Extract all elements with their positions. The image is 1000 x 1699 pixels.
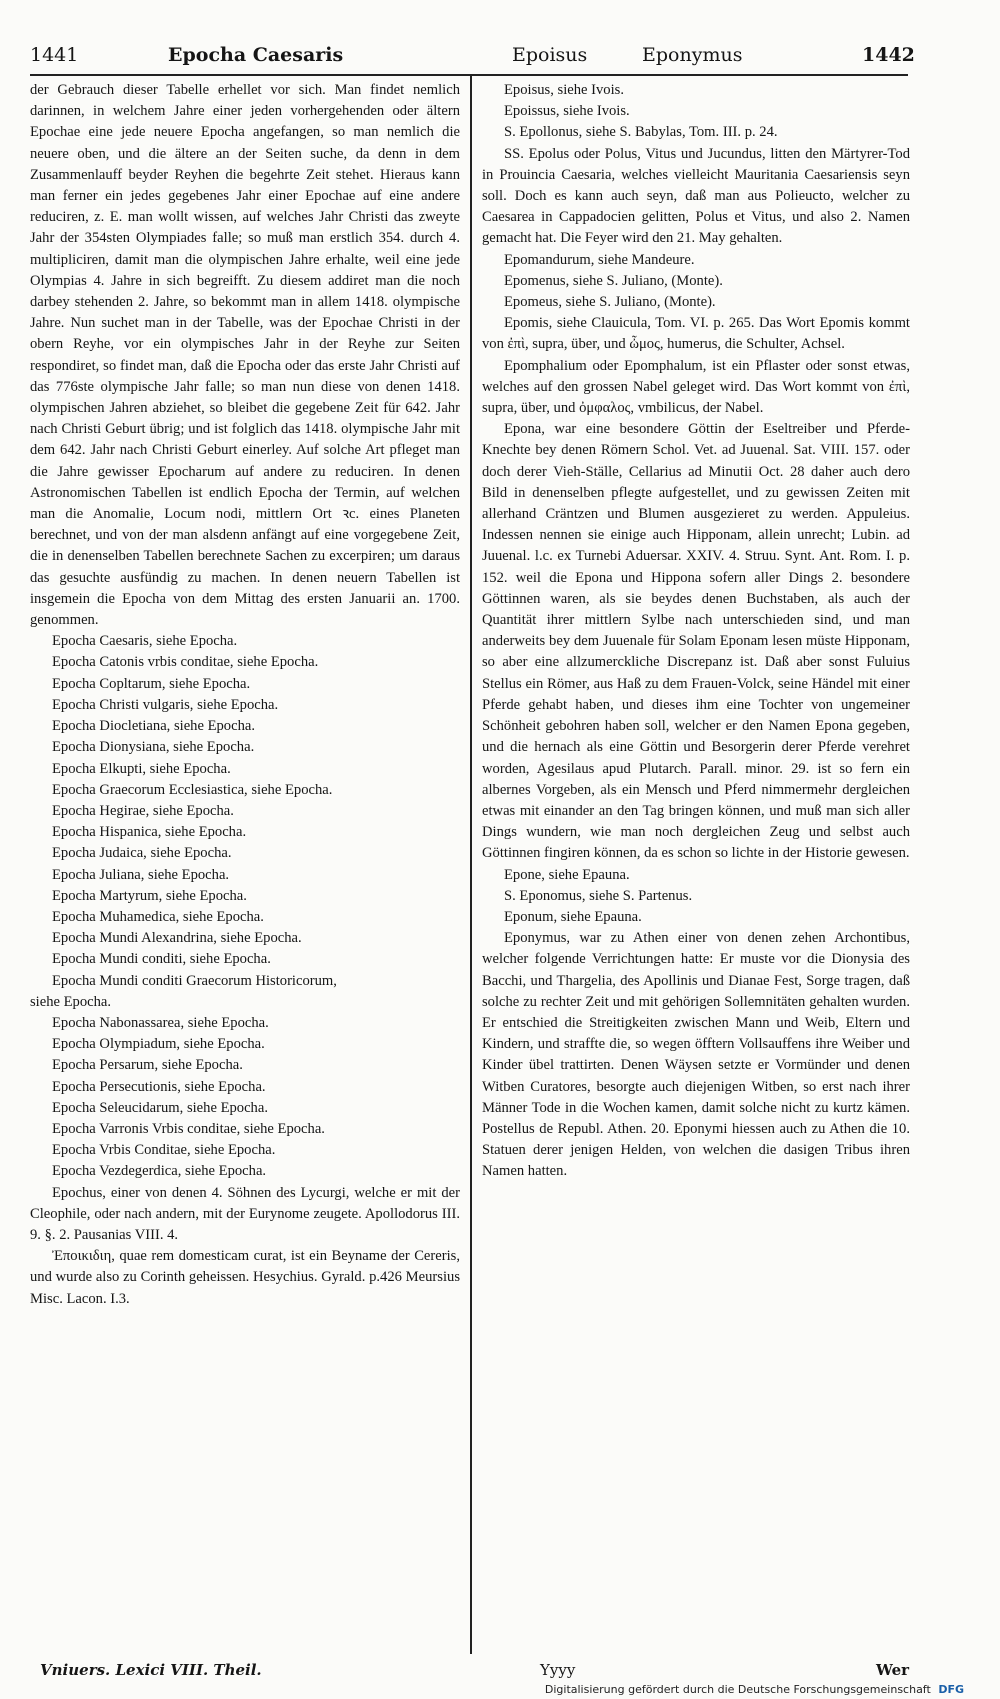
cross-reference-entry: Epocha Catonis vrbis conditae, siehe Epocha. [52,654,319,671]
cross-reference-entry: Epocha Hegirae, siehe Epocha. [52,802,234,819]
cross-reference-entry: Epocha Nabonassarea, siehe Epocha. [52,1014,269,1031]
cross-reference-entry: Epocha Seleucidarum, siehe Epocha. [52,1099,268,1116]
sheet-signature: Yyyy [540,1661,576,1679]
lexicon-entry: SS. Epolus oder Polus, Vitus und Jucundus, litten den Märtyrer-Tod in Prouincia Caesaria, welches vielleicht Mauritania Caesariensis seyn soll. Doch es kann auch seyn, daß man aus Polieucto, welcher zu Caesarea in Cappadocien gelitten, Polus et Vitus, und also 2. Namen gemacht hat. Die Feyer wird den 21. May gehalten. [482,145,910,247]
cross-reference-entry: Epocha Dionysiana, siehe Epocha. [52,739,255,756]
lexicon-entry: Epochus, einer von denen 4. Söhnen des Lycurgi, welche er mit der Cleophile, oder nach andern, mit der Eurynome zeugete. Apollodorus III. 9. §. 2. Pausanias VIII. 4. [30,1184,460,1243]
catchword: Wer [876,1661,910,1679]
lexicon-entry: Epona, war eine besondere Göttin der Eseltreiber und Pferde-Knechte bey denen Römern Schol. Vet. ad Juuenal. Sat. VIII. 157. oder doch derer Vieh-Ställe, Cellarius ad Minutii Oct. 28 daher auch dero Bild in denenselben pflegte aufgestellet, und zu gewissen Zeiten mit allerhand Cräntzen und Blumen ausgezieret zu werden. Appuleius. Indessen nennen sie einige auch Hipponam, allein unrecht; Lubin. ad Juuenal. l.c. ex Turnebi Aduersar. XXIV. 4. Struu. Synt. Ant. Rom. I. p. 152. weil die Epona und Hippona sofern aller Dings 2. besondere Göttinnen waren, als sie beydes denen Buchstaben, als auch der Quantität ihrer mittlern Sylbe nach unterschieden sind, und man anderweits bey dem Juuenale für Solam Eponam lesen müste Hipponam, so aber eine allzumerckliche Discrepanz ist. Daß aber sonst Fuluius Stellus ein Römer, aus Haß zu dem Frauen-Volck, seine Händel mit einer Pferde gehabt haben, und dieses ihm eine Tochter von ungemeiner Schönheit gebohren haben soll, welcher er den Namen Epona gegeben, und die hernach als eine Göttin und Besorgerin derer Pferde verehret worden, Agesilaus apud Plutarch. Parall. minor. 29. ist so fern ein albernes Vorgeben, als ein Mensch und Pferd nimmermehr dergleichen etwas mit einander an den Tag bringen können, und muß man sich aller Dings wundern, wie man noch dergleichen Zeug und selbst auch Göttinnen fingiren können, da es schon so lichte in der Historie gewesen. [482,421,910,862]
digitization-credit [545,1683,964,1696]
cross-reference-entry: Eponum, siehe Epauna. [504,908,642,925]
page-number-left: 1441 [30,44,79,66]
left-column [30,80,460,1310]
cross-reference-entry: Epocha Judaica, siehe Epocha. [52,845,232,862]
cross-reference-entry: Epocha Persarum, siehe Epocha. [52,1057,243,1074]
lexicon-entry: Epomis, siehe Clauicula, Tom. VI. p. 265. Das Wort Epomis kommt von ἐπὶ, supra, über, und ὦμος, humerus, die Schulter, Achsel. [482,315,910,353]
volume-signature: Vniuers. Lexici VIII. Theil. [40,1661,262,1679]
cross-reference-entry: Epone, siehe Epauna. [504,866,630,883]
cross-reference-entry: Epocha Vezdegerdica, siehe Epocha. [52,1163,267,1180]
page-number-right: 1442 [862,44,915,66]
cross-reference-entry: Epocha Hispanica, siehe Epocha. [52,824,247,841]
cross-reference-entry: Epoissus, siehe Ivois. [504,103,630,120]
lexicon-entry: Epomphalium oder Epomphalum, ist ein Pflaster oder sonst etwas, welches auf den grossen Nabel geleget wird. Das Wort kommt von ἐπὶ, supra, über, und ὀμφαλος, vmbilicus, der Nabel. [482,357,910,417]
cross-reference-entry: Epocha Juliana, siehe Epocha. [52,866,230,883]
cross-reference-entry: Epoisus, siehe Ivois. [504,82,624,98]
column-divider [470,74,472,1654]
cross-reference-entry: Epocha Graecorum Ecclesiastica, siehe Epocha. [52,781,333,798]
right-column [482,80,910,1183]
cross-reference-entry: Epomeus, siehe S. Juliano, (Monte). [504,294,716,311]
cross-reference-entry: Epocha Mundi conditi, siehe Epocha. [52,951,271,968]
cross-reference-entry: Epocha Persecutionis, siehe Epocha. [52,1078,266,1095]
cross-reference-entry: S. Epollonus, siehe S. Babylas, Tom. III. p. 24. [504,124,778,141]
cross-reference-entry: Epocha Olympiadum, siehe Epocha. [52,1036,265,1053]
cross-reference-entry: Epocha Mundi conditi Graecorum Historicorum, [52,972,337,989]
lexicon-entry: Ἐποικιδιη, quae rem domesticam curat, ist ein Beyname der Cereris, und wurde also zu Corinth geheissen. Hesychius. Gyrald. p.426 Meursius Misc. Lacon. I.3. [30,1248,460,1307]
cross-reference-entry: Epocha Varronis Vrbis conditae, siehe Epocha. [52,1120,325,1137]
cross-reference-entry: Epocha Copltarum, siehe Epocha. [52,675,251,692]
cross-reference-entry: Epocha Christi vulgaris, siehe Epocha. [52,696,279,713]
cross-reference-entry: S. Eponomus, siehe S. Partenus. [504,887,693,904]
running-title-right: Eponymus [642,44,743,66]
cross-reference-entry: Epomandurum, siehe Mandeure. [504,251,695,268]
cross-reference-entry: Epomenus, siehe S. Juliano, (Monte). [504,272,723,289]
cross-reference-entry: Epocha Vrbis Conditae, siehe Epocha. [52,1142,276,1159]
cross-reference-entry: Epocha Martyrum, siehe Epocha. [52,887,247,904]
running-title-middle: Epoisus [512,44,588,66]
dfg-logo: DFG [938,1683,964,1696]
cross-reference-entry: Epocha Muhamedica, siehe Epocha. [52,908,264,925]
running-title-left: Epocha Caesaris [168,44,344,66]
lexicon-entry: siehe Epocha. [30,993,112,1010]
header-rule [30,74,908,76]
lexicon-entry: Eponymus, war zu Athen einer von denen zehen Archontibus, welcher folgende Verrichtungen hatte: Er muste vor die Dionysia des Bacchi, und Thargelia, des Apollinis und Dianae Fest, Sorge tragen, daß solche zu rechter Zeit und mit gehörigen Sollemnitäten gehalten wurden. Er entschied die Streitigkeiten zwischen Mann und Weib, Eltern und Kindern, und straffte die, so wegen öfftern Vollsauffens ihre Weiber und Kinder übel trattirten. Denen Wäysen setzte er Vormünder und denen Witben Curatores, besorgte auch diejenigen Witben, so erst nach ihrer Männer Tode in die Wochen kamen, damit solche nicht zu kurtz kämen. Postellus de Republ. Athen. 20. Eponymi hiessen auch zu Athen die 10. Statuen derer jenigen Helden, von welchen die dasigen Tribus ihren Namen hatten. [482,930,910,1180]
cross-reference-entry: Epocha Mundi Alexandrina, siehe Epocha. [52,930,302,947]
lexicon-entry: der Gebrauch dieser Tabelle erhellet vor sich. Man findet nemlich darinnen, in welchem Jahre einer jeden vorhergehenden oder ältern Epochae eine jede neuere Epocha angefangen, so man nemlich die neuere oben, und die ältere an der Seiten suche, da denn in dem Zusammenlauff beyder Reyhen die begehrte Zeit stehet. Hieraus kann man ferner ein jedes gegebenes Jahr einer Epochae auf eine andere reduciren, z. E. man wollt wissen, auf welches Jahr Christi das zweyte Jahr der 354sten Olympiades falle; so muß man erstlich 354. durch 4. multipliciren, damit man die olympischen Jahre erhalte, weil eine jede Olympias 4. Jahre in sich begreifft. Zu diesem addiret man die noch darbey stehenden 2. Jahre, so bekommt man in allem 1418. olympische Jahre. Nun suchet man in der Tabelle, was der Epochae Christi in der obern Reyhe, vor ein olympisches Jahr in der Reyhe zur Seiten respondiret, so findet man, daß die Epocha oder das erste Jahr Christi auf das 776ste olympische Jahr falle; so man nun diese von denen 1418. olympischen Jahren abziehet, so bleibet die gegebene Zeit für 642. Jahr nach Christi Geburt übrig; und ist folglich das 1418. olympische Jahr mit dem 642. Jahr nach Christi Geburt einerley. Auf solche Art pfleget man die Jahre gewisser Epocharum auf andere zu reduciren. In denen Astronomischen Tabellen ist endlich Epocha der Termin, auf welchen man die Anomalie, Locum nodi, mittlern Ort ꝛc. eines Planeten berechnet, und von der man alsdenn anfängt auf eine vorgegebene Zeit, die in denenselben Tabellen berechnete Sachen zu excerpiren; um daraus das gesuchte ausfündig zu machen. In denen neuern Tabellen ist insgemein die Epocha von dem Mittag des ersten Januarii an. 1700. genommen. [30,82,460,629]
cross-reference-entry: Epocha Diocletiana, siehe Epocha. [52,718,256,735]
cross-reference-entry: Epocha Elkupti, siehe Epocha. [52,760,231,777]
cross-reference-entry: Epocha Caesaris, siehe Epocha. [52,633,238,650]
credit-text: Digitalisierung gefördert durch die Deutsche Forschungsgemeinschaft [544,1683,931,1696]
